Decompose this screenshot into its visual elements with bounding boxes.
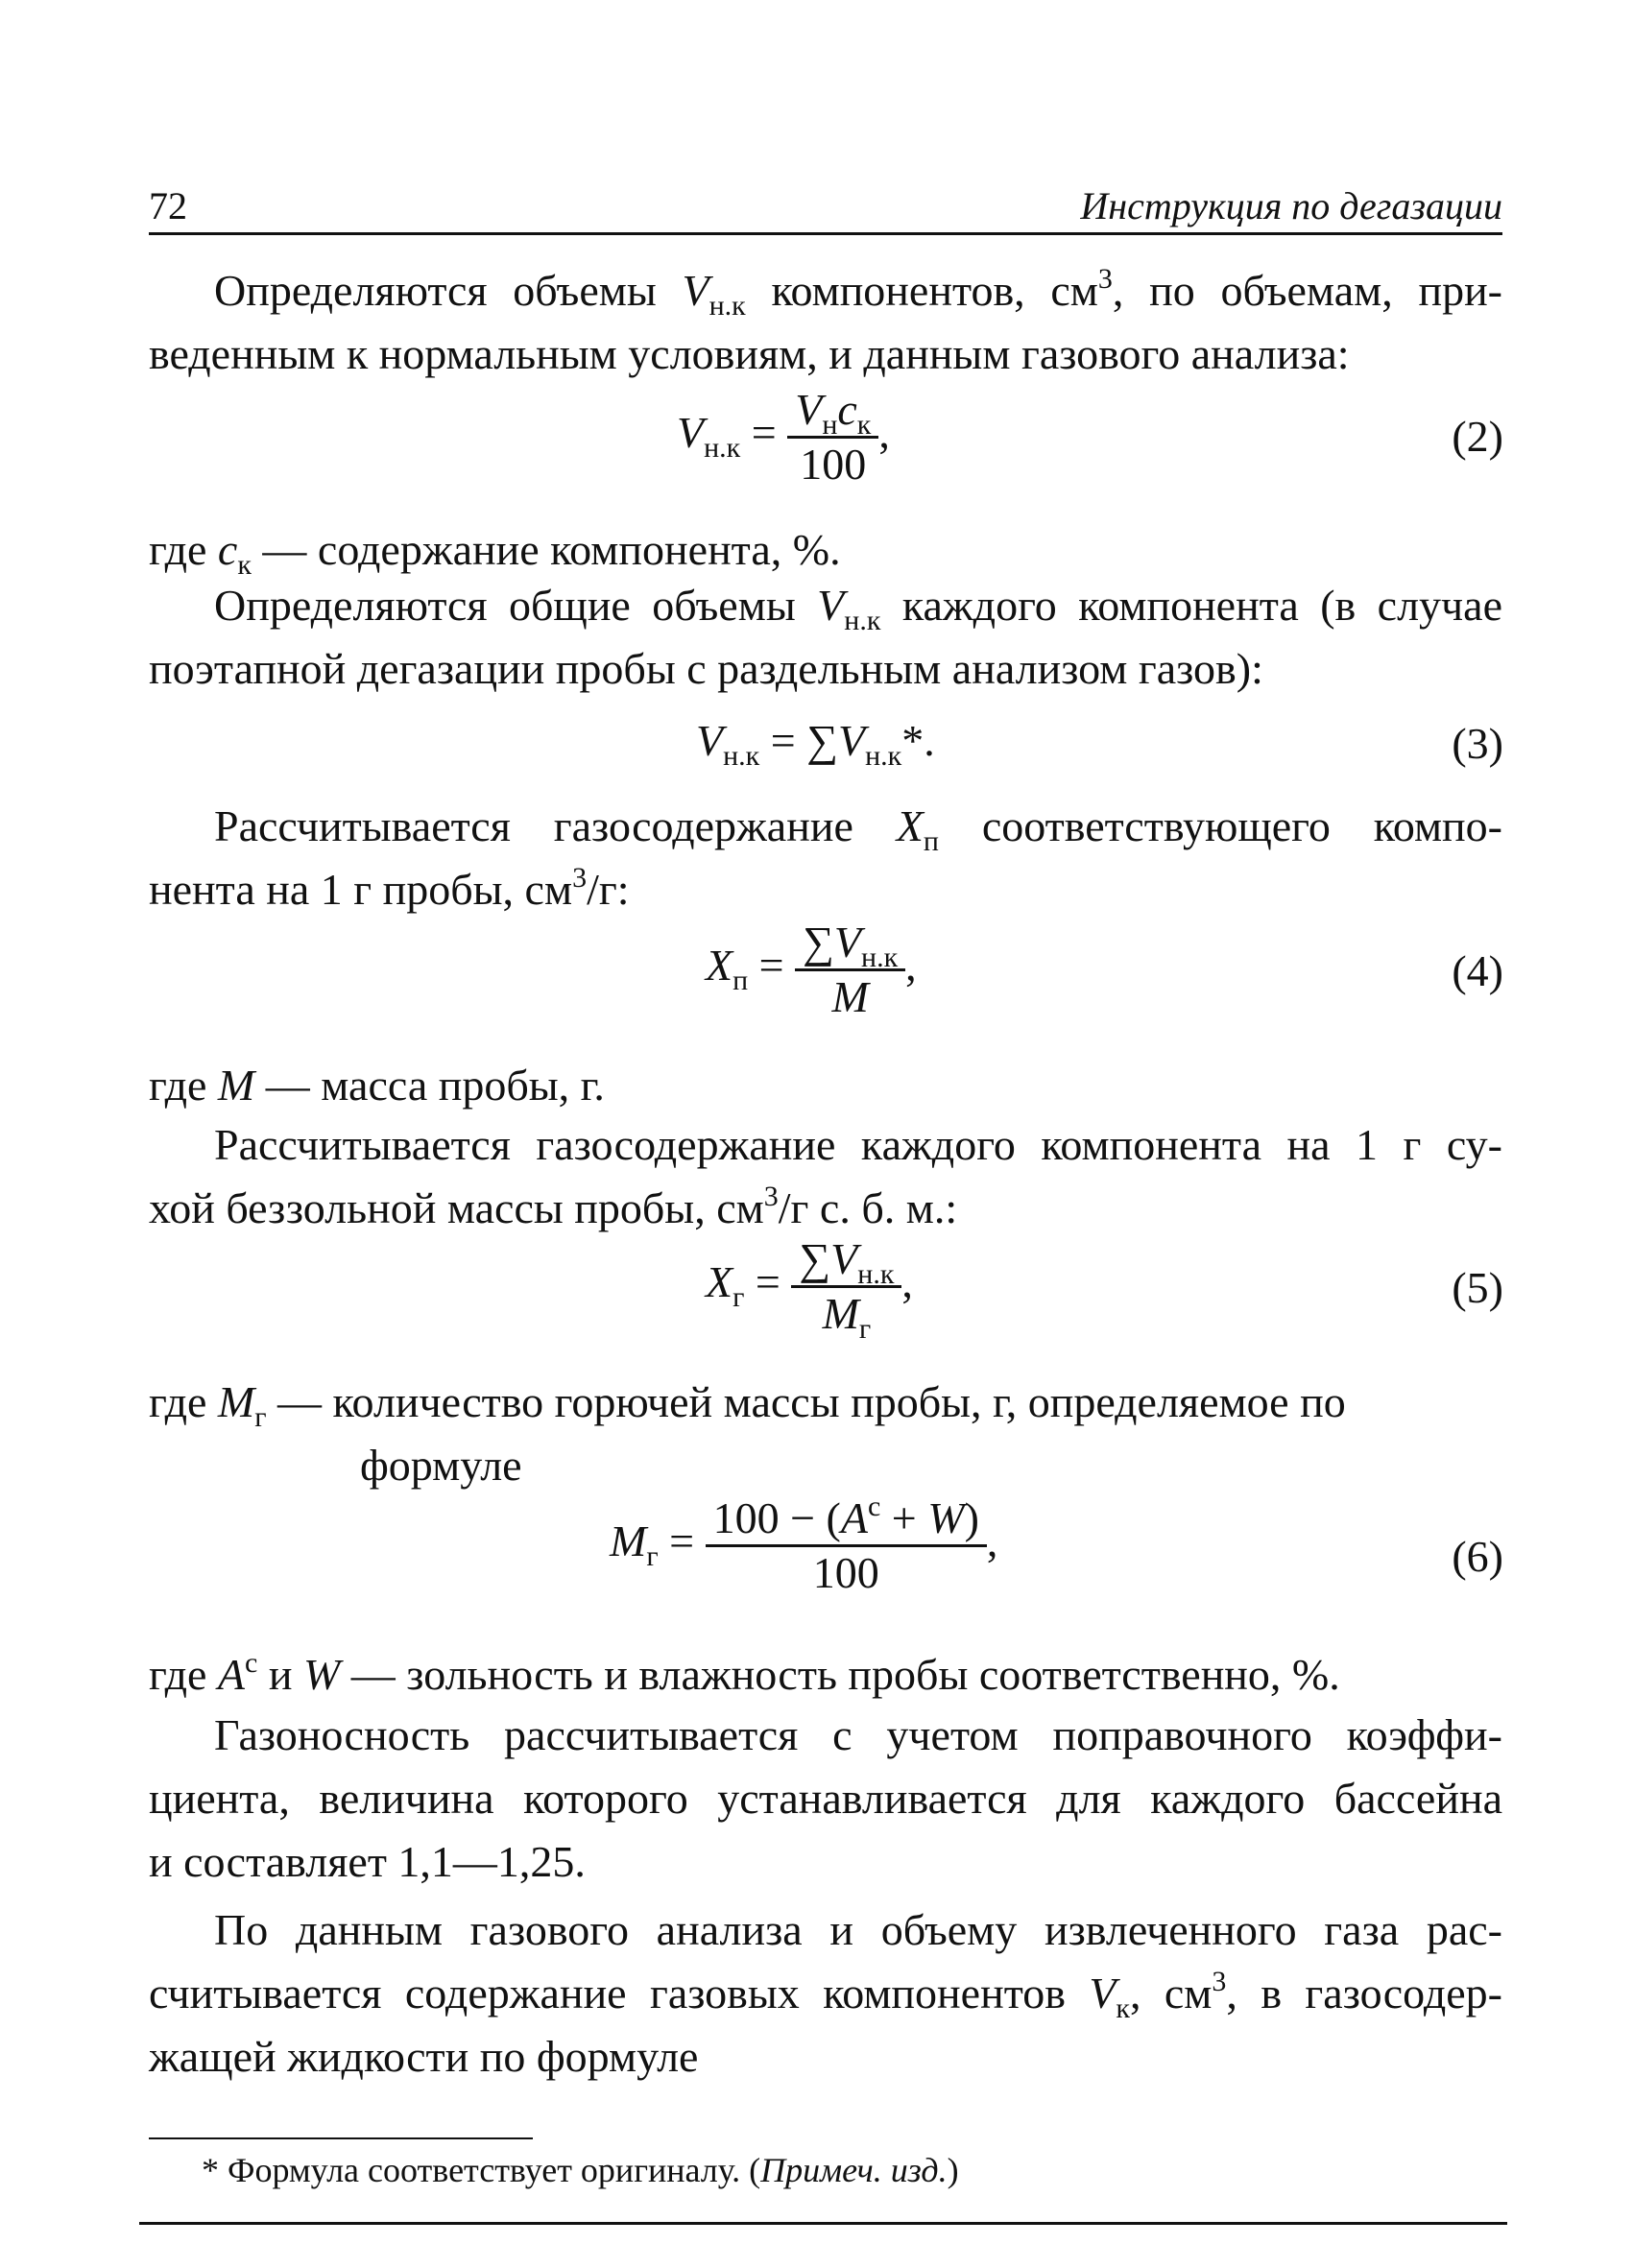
paragraph-6: По данным газового анализа и объему извлеченного газа рас- считывается содержание газовых компонентов $V_к$, $см^3$, в газосодер- жащей жидкости по формуле xyxy=(149,1905,1502,2081)
equation-5-number: (5) xyxy=(1452,1263,1503,1312)
equation-2: $V_{н.к}$ = $\frac{V_нc_к}{100}$ , xyxy=(677,385,890,489)
where-a-w: где $A^c$ и W — зольность и влажность пробы соответственно, %. xyxy=(149,1647,1340,1699)
bottom-rule xyxy=(139,2222,1507,2225)
footnote: * Формула соответствует оригиналу. (Примеч. изд.) xyxy=(202,2151,959,2189)
where-c-k: где $c_к$ — содержание компонента, %. xyxy=(149,525,841,581)
equation-3-number: (3) xyxy=(1452,719,1503,768)
page-number: 72 xyxy=(149,184,187,227)
where-m-g: где $M_г$ — количество горючей массы пробы, г, определяемое по формуле xyxy=(149,1377,1346,1490)
equation-6-fraction: $\frac{100 - (A^c + W)}{100}$ xyxy=(706,1492,987,1599)
paragraph-1 xyxy=(149,259,1502,386)
paragraph-3: Рассчитывается газосодержание $X_п$ соответствующего компо- нента на 1 г пробы, $см^3/г$: xyxy=(149,801,1502,914)
paragraph-1-line-2: веденным к нормальным условиям, и данным газового анализа: xyxy=(149,329,1350,378)
where-m: где M — масса пробы, г. xyxy=(149,1061,605,1110)
paragraph-1-line-1: Определяются объемы $V_{н.к}$ компонентов, $см^3$, по объемам, при- xyxy=(214,263,1503,322)
equation-6-number: (6) xyxy=(1452,1532,1503,1581)
equation-2-fraction: $\frac{V_нc_к}{100}$ xyxy=(787,384,878,490)
paragraph-4: Рассчитывается газосодержание каждого компонента на 1 г су- хой беззольной массы пробы, $см^3/г$ с. б. м.: xyxy=(149,1120,1502,1232)
footnote-separator xyxy=(149,2137,533,2139)
paragraph-2: Определяются общие объемы $V_{н.к}$ каждого компонента (в случае поэтапной дегазации пробы с раздельным анализом газов): xyxy=(149,581,1503,693)
paragraph-5: Газоносность рассчитывается с учетом поправочного коэффи- циента, величина которого устанавливается для каждого бассейна и составляет 1,1—1,25. xyxy=(149,1710,1502,1886)
equation-4-fraction: $\frac{\sum V_{н.к}}{M}$ xyxy=(795,917,905,1023)
equation-5-fraction: $\frac{\sum V_{н.к}}{M_г}$ xyxy=(791,1233,901,1340)
equation-6: $M_г$ = $\frac{100 - (A^c + W)}{100}$ , xyxy=(610,1491,998,1597)
equation-2-number: (2) xyxy=(1452,412,1503,461)
equation-5: $X_г$ = $\frac{\sum V_{н.к}}{M_г}$ , xyxy=(706,1234,913,1345)
equation-3: $V_{н.к} = \sum V_{н.к}*$. xyxy=(696,716,935,772)
page-header xyxy=(149,182,1502,235)
running-title: Инструкция по дегазации xyxy=(1080,184,1502,227)
equation-4-number: (4) xyxy=(1452,946,1503,995)
equation-4: $X_п$ = $\frac{\sum V_{н.к}}{M}$ , xyxy=(706,918,917,1021)
